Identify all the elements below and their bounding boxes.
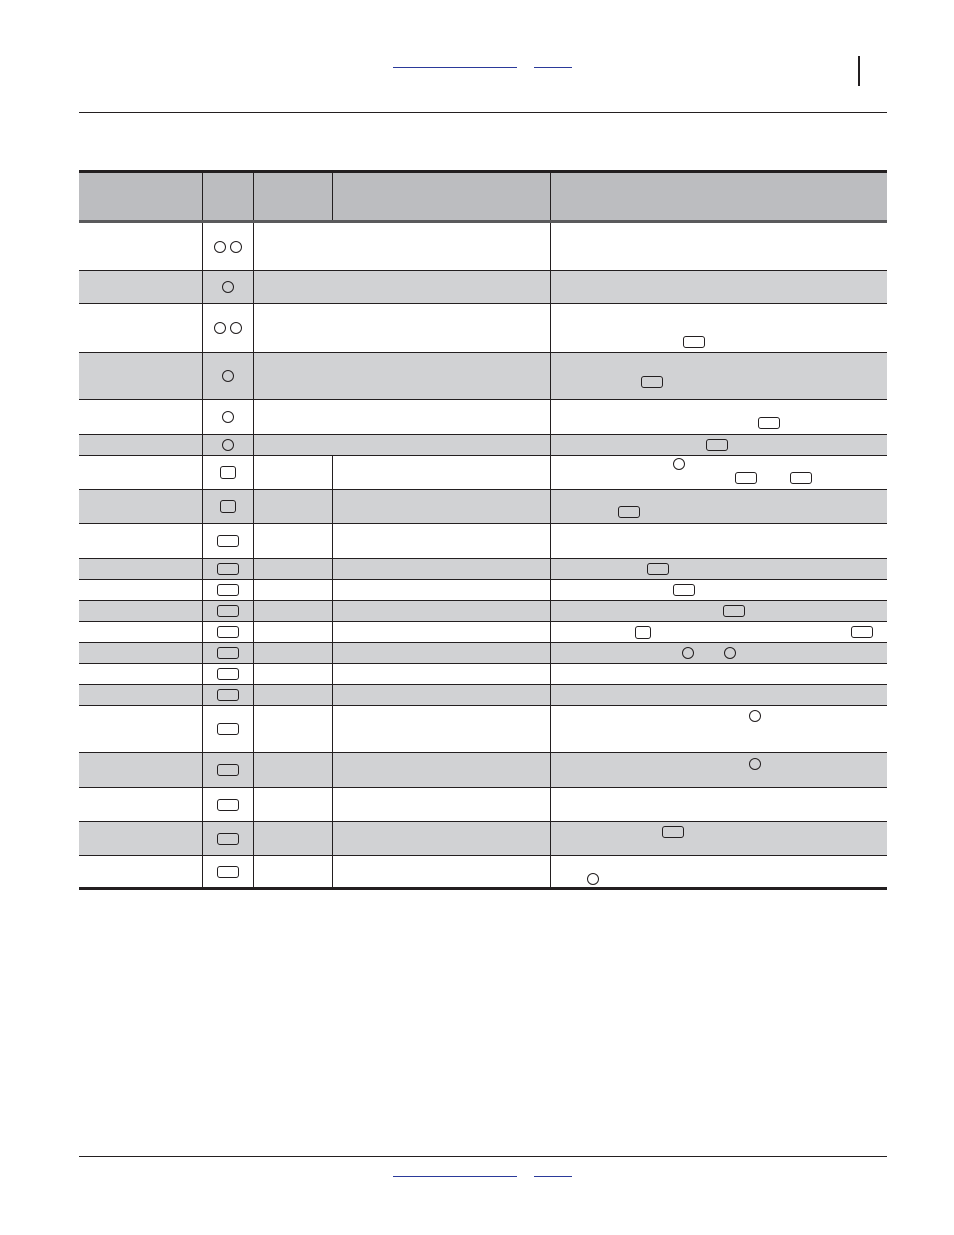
table-cell bbox=[332, 822, 550, 856]
circle-marker bbox=[214, 241, 226, 253]
table-cell bbox=[253, 706, 332, 753]
table-cell bbox=[253, 856, 332, 889]
table-cell bbox=[550, 601, 887, 622]
table-cell bbox=[79, 706, 202, 753]
table-row bbox=[79, 685, 887, 706]
table-cell bbox=[550, 400, 887, 435]
table-cell bbox=[253, 304, 550, 353]
rounded-marker bbox=[217, 647, 239, 659]
table-cell bbox=[332, 706, 550, 753]
marker-cell bbox=[202, 304, 253, 353]
column-header bbox=[202, 172, 253, 222]
table-cell bbox=[79, 353, 202, 400]
table-cell bbox=[253, 643, 332, 664]
table-cell bbox=[79, 559, 202, 580]
table-cell bbox=[253, 271, 550, 304]
table-cell bbox=[550, 559, 887, 580]
table-row bbox=[79, 622, 887, 643]
table-cell bbox=[332, 559, 550, 580]
footer-link-page[interactable] bbox=[534, 1176, 572, 1177]
inline-circle-marker bbox=[673, 458, 685, 470]
table-cell bbox=[253, 601, 332, 622]
marker-cell bbox=[202, 788, 253, 822]
table-cell bbox=[253, 490, 332, 524]
table-row bbox=[79, 490, 887, 524]
table-cell bbox=[550, 435, 887, 456]
table-cell bbox=[332, 524, 550, 559]
table-cell bbox=[332, 622, 550, 643]
table-cell bbox=[332, 856, 550, 889]
circle-marker bbox=[222, 411, 234, 423]
marker-cell bbox=[202, 435, 253, 456]
table-cell bbox=[79, 788, 202, 822]
marker-cell bbox=[202, 456, 253, 490]
parameter-table bbox=[79, 170, 887, 890]
table-cell bbox=[79, 601, 202, 622]
inline-key-marker bbox=[673, 584, 695, 596]
marker-cell bbox=[202, 353, 253, 400]
table-cell bbox=[253, 788, 332, 822]
inline-key-marker bbox=[758, 417, 780, 429]
table-cell bbox=[332, 490, 550, 524]
table-row bbox=[79, 664, 887, 685]
table-cell bbox=[79, 822, 202, 856]
rounded-marker bbox=[217, 866, 239, 878]
table-row bbox=[79, 753, 887, 788]
marker-cell bbox=[202, 524, 253, 559]
table-row bbox=[79, 304, 887, 353]
rounded-marker bbox=[217, 563, 239, 575]
table-row bbox=[79, 559, 887, 580]
marker-cell bbox=[202, 271, 253, 304]
inline-key-marker bbox=[790, 472, 812, 484]
circle-marker bbox=[230, 241, 242, 253]
table-cell bbox=[550, 856, 887, 889]
inline-circle-marker bbox=[749, 710, 761, 722]
table-cell bbox=[550, 753, 887, 788]
header-link-title[interactable] bbox=[393, 67, 517, 68]
marker-cell bbox=[202, 580, 253, 601]
circle-marker bbox=[214, 322, 226, 334]
table-cell bbox=[550, 788, 887, 822]
table-cell bbox=[550, 222, 887, 271]
table-cell bbox=[550, 271, 887, 304]
table-cell bbox=[79, 490, 202, 524]
table-cell bbox=[332, 580, 550, 601]
table-row bbox=[79, 435, 887, 456]
page-marker bbox=[858, 56, 860, 86]
inline-circle-marker bbox=[587, 873, 599, 885]
table-row bbox=[79, 856, 887, 889]
marker-cell bbox=[202, 664, 253, 685]
circle-marker bbox=[222, 370, 234, 382]
rounded-marker bbox=[217, 689, 239, 701]
inline-key-marker bbox=[706, 439, 728, 451]
table-cell bbox=[550, 685, 887, 706]
table-cell bbox=[253, 524, 332, 559]
table-cell bbox=[79, 524, 202, 559]
rounded-marker bbox=[220, 466, 236, 479]
rounded-marker bbox=[217, 668, 239, 680]
table-cell bbox=[79, 271, 202, 304]
marker-cell bbox=[202, 753, 253, 788]
table-cell bbox=[550, 580, 887, 601]
marker-cell bbox=[202, 400, 253, 435]
table-cell bbox=[79, 622, 202, 643]
inline-circle-marker bbox=[682, 647, 694, 659]
rounded-marker bbox=[217, 764, 239, 776]
marker-cell bbox=[202, 490, 253, 524]
table-cell bbox=[550, 664, 887, 685]
rounded-marker bbox=[217, 535, 239, 547]
marker-cell bbox=[202, 706, 253, 753]
table-cell bbox=[79, 400, 202, 435]
table-cell bbox=[332, 601, 550, 622]
table-row bbox=[79, 271, 887, 304]
marker-cell bbox=[202, 643, 253, 664]
table-cell bbox=[550, 456, 887, 490]
table-row bbox=[79, 353, 887, 400]
header-link-page[interactable] bbox=[534, 67, 572, 68]
circle-marker bbox=[230, 322, 242, 334]
footer-link-title[interactable] bbox=[393, 1176, 517, 1177]
table-cell bbox=[253, 685, 332, 706]
inline-key-marker bbox=[723, 605, 745, 617]
table-cell bbox=[332, 643, 550, 664]
table-cell bbox=[550, 304, 887, 353]
table-cell bbox=[253, 559, 332, 580]
table-cell bbox=[332, 456, 550, 490]
table-cell bbox=[550, 622, 887, 643]
marker-cell bbox=[202, 559, 253, 580]
marker-cell bbox=[202, 822, 253, 856]
rounded-marker bbox=[217, 605, 239, 617]
table-cell bbox=[253, 664, 332, 685]
marker-cell bbox=[202, 601, 253, 622]
table-cell bbox=[79, 753, 202, 788]
table-row bbox=[79, 400, 887, 435]
inline-circle-marker bbox=[749, 758, 761, 770]
table-cell bbox=[253, 622, 332, 643]
inline-key-marker bbox=[635, 626, 651, 639]
table-header-row bbox=[79, 172, 887, 222]
table-cell bbox=[253, 580, 332, 601]
table-cell bbox=[79, 304, 202, 353]
marker-cell bbox=[202, 856, 253, 889]
table-row bbox=[79, 456, 887, 490]
table-cell bbox=[253, 456, 332, 490]
table-cell bbox=[550, 643, 887, 664]
rounded-marker bbox=[217, 799, 239, 811]
table-cell bbox=[550, 353, 887, 400]
inline-key-marker bbox=[641, 376, 663, 388]
table-cell bbox=[253, 435, 550, 456]
table-cell bbox=[79, 435, 202, 456]
table-cell bbox=[550, 706, 887, 753]
rounded-marker bbox=[220, 500, 236, 513]
table-cell bbox=[253, 400, 550, 435]
table-cell bbox=[332, 788, 550, 822]
inline-key-marker bbox=[851, 626, 873, 638]
table-row bbox=[79, 601, 887, 622]
column-header bbox=[79, 172, 202, 222]
table-cell bbox=[79, 643, 202, 664]
table-cell bbox=[79, 664, 202, 685]
rounded-marker bbox=[217, 833, 239, 845]
marker-cell bbox=[202, 222, 253, 271]
column-header bbox=[332, 172, 550, 222]
column-header bbox=[253, 172, 332, 222]
rounded-marker bbox=[217, 723, 239, 735]
marker-cell bbox=[202, 685, 253, 706]
rounded-marker bbox=[217, 584, 239, 596]
table-cell bbox=[332, 753, 550, 788]
inline-key-marker bbox=[662, 826, 684, 838]
table-cell bbox=[550, 490, 887, 524]
table-row bbox=[79, 580, 887, 601]
table-cell bbox=[550, 822, 887, 856]
table-cell bbox=[253, 753, 332, 788]
table-cell bbox=[79, 456, 202, 490]
table-row bbox=[79, 524, 887, 559]
table-cell bbox=[253, 222, 550, 271]
header-rule bbox=[79, 112, 887, 113]
table-row bbox=[79, 822, 887, 856]
inline-key-marker bbox=[683, 336, 705, 348]
table-cell bbox=[79, 580, 202, 601]
marker-cell bbox=[202, 622, 253, 643]
table-cell bbox=[253, 353, 550, 400]
circle-marker bbox=[222, 281, 234, 293]
table-cell bbox=[332, 685, 550, 706]
inline-circle-marker bbox=[724, 647, 736, 659]
table-cell bbox=[332, 664, 550, 685]
table-cell bbox=[79, 856, 202, 889]
column-header bbox=[550, 172, 887, 222]
inline-key-marker bbox=[735, 472, 757, 484]
table-cell bbox=[550, 524, 887, 559]
table-cell bbox=[253, 822, 332, 856]
table-row bbox=[79, 222, 887, 271]
table-cell bbox=[79, 222, 202, 271]
inline-key-marker bbox=[618, 506, 640, 518]
footer-rule bbox=[79, 1156, 887, 1157]
table-row bbox=[79, 706, 887, 753]
circle-marker bbox=[222, 439, 234, 451]
table-cell bbox=[79, 685, 202, 706]
rounded-marker bbox=[217, 626, 239, 638]
inline-key-marker bbox=[647, 563, 669, 575]
table-row bbox=[79, 643, 887, 664]
table-row bbox=[79, 788, 887, 822]
